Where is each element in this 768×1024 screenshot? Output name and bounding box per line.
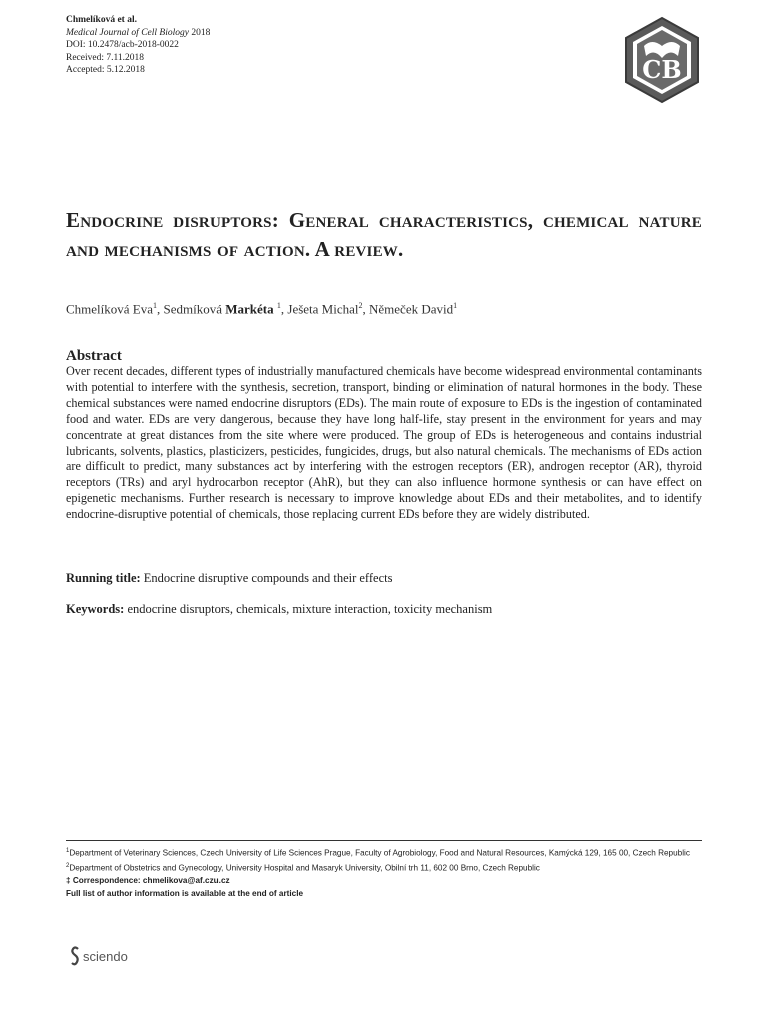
keywords-text: endocrine disruptors, chemicals, mixture interaction, toxicity mechanism [124,602,493,616]
journal-year: 2018 [191,27,211,38]
author-3-affiliation: 2 [358,301,363,310]
author-2-affiliation: 1 [276,301,281,310]
correspondence-email[interactable]: ‡ Correspondence: chmelikova@af.czu.cz [66,876,230,886]
running-title-label: Running title: [66,571,141,585]
footnote-divider [66,840,702,841]
journal-line [66,27,210,40]
sciendo-icon [70,946,80,966]
received-date: Received: 7.11.2018 [66,52,145,63]
abstract-heading: Abstract [66,348,122,364]
keywords-label: Keywords: [66,602,125,616]
accepted-date: Accepted: 5.12.2018 [66,65,145,75]
author-1-affiliation: 1 [153,301,158,310]
publisher-logo [70,946,128,966]
author-info-note: Full list of author information is available at the end of article [66,888,304,898]
footnotes [66,845,706,900]
running-title-text: Endocrine disruptive compounds and their effects [140,571,393,585]
article-title: Endocrine disruptors: General characteristics, chemical nature and mechanisms of action. A review. [66,208,702,261]
logo-text: CB [642,55,682,84]
running-title [66,571,702,586]
doi[interactable]: DOI: 10.2478/acb-2018-0022 [66,40,179,50]
journal-name: Medical Journal of Cell Biology [66,27,189,38]
author-list: Chmelíková Eva$^1$, Sedmíková Markéta $^1$, Ješeta Michal$^2$, Němeček David$^1$ [66,301,458,317]
article-metadata [66,14,210,77]
publisher-name: sciendo [83,948,128,964]
short-author: Chmelíková et al. [66,15,137,25]
journal-logo [622,16,702,104]
author-3: Ješeta Michal [287,301,359,317]
author-1: Chmelíková Eva [66,301,154,317]
footnote-affiliation-2: $^2$Department of Obstetrics and Gynecology, University Hospital and Masaryk University, Obilní trh 11, 602 00 Brno, Czech Republic [66,863,540,873]
author-2: Sedmíková Markéta [163,301,274,317]
author-4-affiliation: 1 [453,301,458,310]
author-4: Němeček David [369,301,454,317]
abstract-text: Over recent decades, different types of industrially manufactured chemicals have become widespread environmental contaminants with potential to interfere with the synthesis, secretion, transport, binding or elimination of natural hormones in the body. These chemical substances were named endocrine disruptors (EDs). The main route of exposure to EDs is the ingestion of contaminated food and water. EDs are very dangerous, because they have long half-life, stay present in the environment for years and may concentrate at great distances from the site where were produced. The group of EDs is heterogeneous and contains industrial lubricants, solvents, plastics, plasticizers, pesticides, fungicides, drugs, but also natural chemicals. The mechanisms of EDs action are difficult to predict, many substances act by interfering with the estrogen receptors (ER), androgen receptor (AR), thyroid receptors (TRs) and aryl hydrocarbon receptor (AhR), but they can also influence hormone synthesis or can have effect on epigenetic mechanisms. Further research is necessary to improve knowledge about EDs and their metabolites, and to identify endocrine-disruptive potential of chemicals, those replacing current EDs before they are widely distributed. [66,364,702,522]
keywords [66,602,702,617]
footnote-affiliation-1: $^1$Department of Veterinary Sciences, Czech University of Life Sciences Prague, Faculty of Agrobiology, Food and Natural Resources, Kamýcká 129, 165 00, Czech Republic [66,848,690,858]
